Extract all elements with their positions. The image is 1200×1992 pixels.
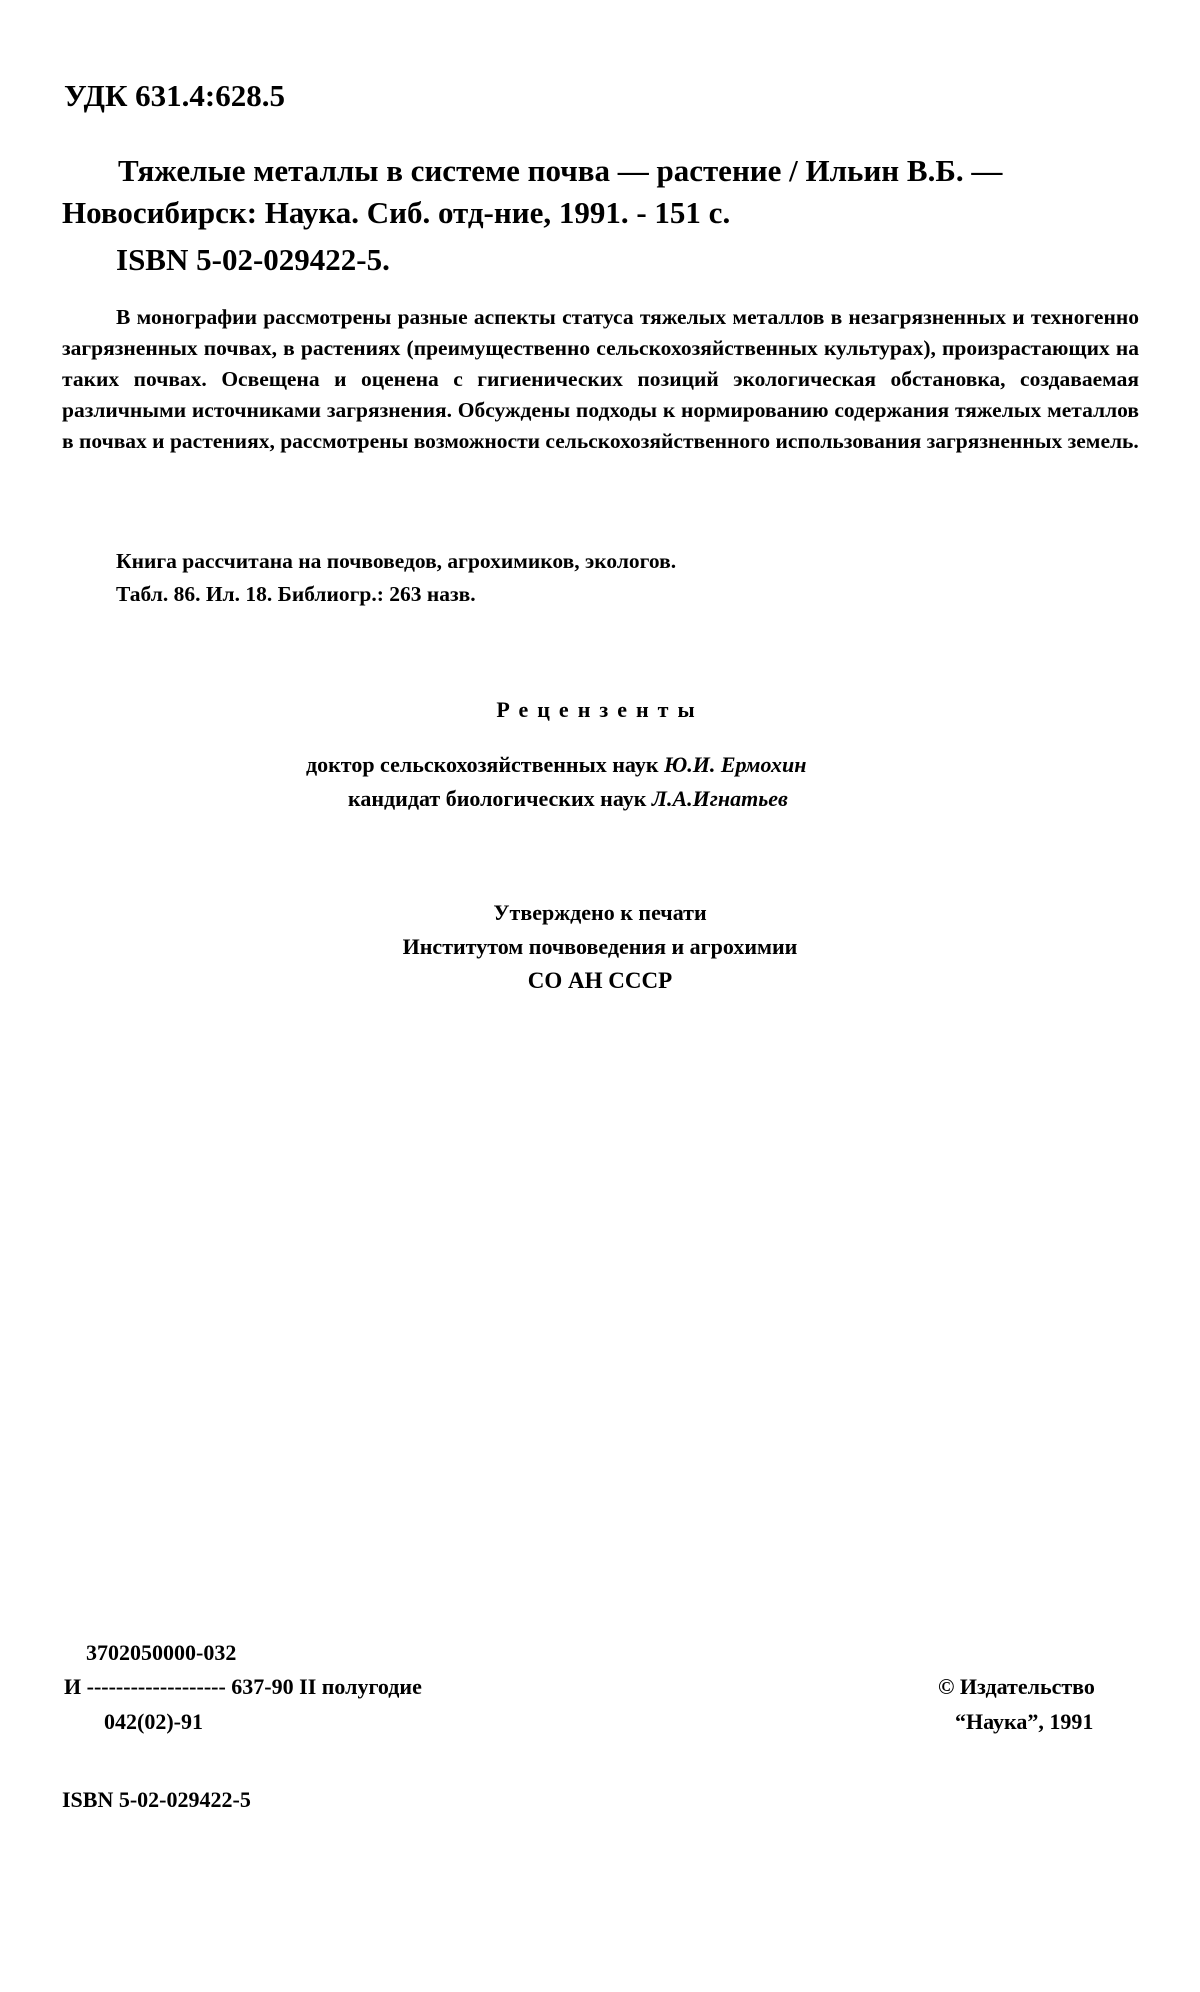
isbn-top: ISBN 5-02-029422-5. [116, 242, 390, 277]
reviewers-heading: Рецензенты [496, 697, 704, 722]
citation-line-2: Новосибирск: Наука. Сиб. отд-ние, 1991. - 151 с. [62, 195, 731, 230]
udk-code: УДК 631.4:628.5 [64, 78, 285, 113]
copyright-line-2: “Наука”, 1991 [955, 1709, 1094, 1734]
reviewer-2-name: Л.А.Игнатьев [651, 786, 788, 811]
reviewer-2-role: кандидат биологических наук [348, 786, 647, 811]
reviewer-2 [348, 786, 788, 812]
tables-figures-note: Табл. 86. Ил. 18. Библиогр.: 263 назв. [116, 582, 476, 606]
bibliographic-citation [62, 150, 1142, 234]
approved-line-2: Институтом почвоведения и агрохимии [402, 934, 798, 959]
approved-line-1: Утверждено к печати [493, 900, 707, 925]
isbn-bottom: ISBN 5-02-029422-5 [62, 1787, 251, 1812]
abstract-paragraph: В монографии рассмотрены разные аспекты статуса тяжелых металлов в незагрязненных и техногенно загрязненных почвах, в растениях (преимущественно сельскохозяйственных культурах), произрастающих на таких почвах. Освещена и оценена с гигиенических позиций экологическая обстановка, создаваемая различными источниками загрязнения. Обсуждены подходы к нормированию содержания тяжелых металлов в почвах и растениях, рассмотрены возможности сельскохозяйственного использования загрязненных земель. [62, 305, 1139, 453]
imprint-code-top: 3702050000-032 [86, 1640, 237, 1665]
copyright-line-1: © Издательство [938, 1674, 1095, 1699]
imprint-code-bottom: 042(02)-91 [104, 1709, 203, 1734]
reviewer-1-role: доктор сельскохозяйственных наук [306, 752, 659, 777]
imprint-code-middle: И ------------------- 637-90 II полугодие [64, 1674, 422, 1699]
reviewer-1-name: Ю.И. Ермохин [664, 752, 807, 777]
citation-line-1: Тяжелые металлы в системе почва — растение / Ильин В.Б. — [118, 153, 1003, 188]
reviewer-1 [306, 752, 807, 778]
approved-line-3: СО АН СССР [527, 968, 673, 993]
abstract-text [62, 302, 1139, 457]
audience-note: Книга рассчитана на почвоведов, агрохимиков, экологов. [116, 549, 677, 573]
